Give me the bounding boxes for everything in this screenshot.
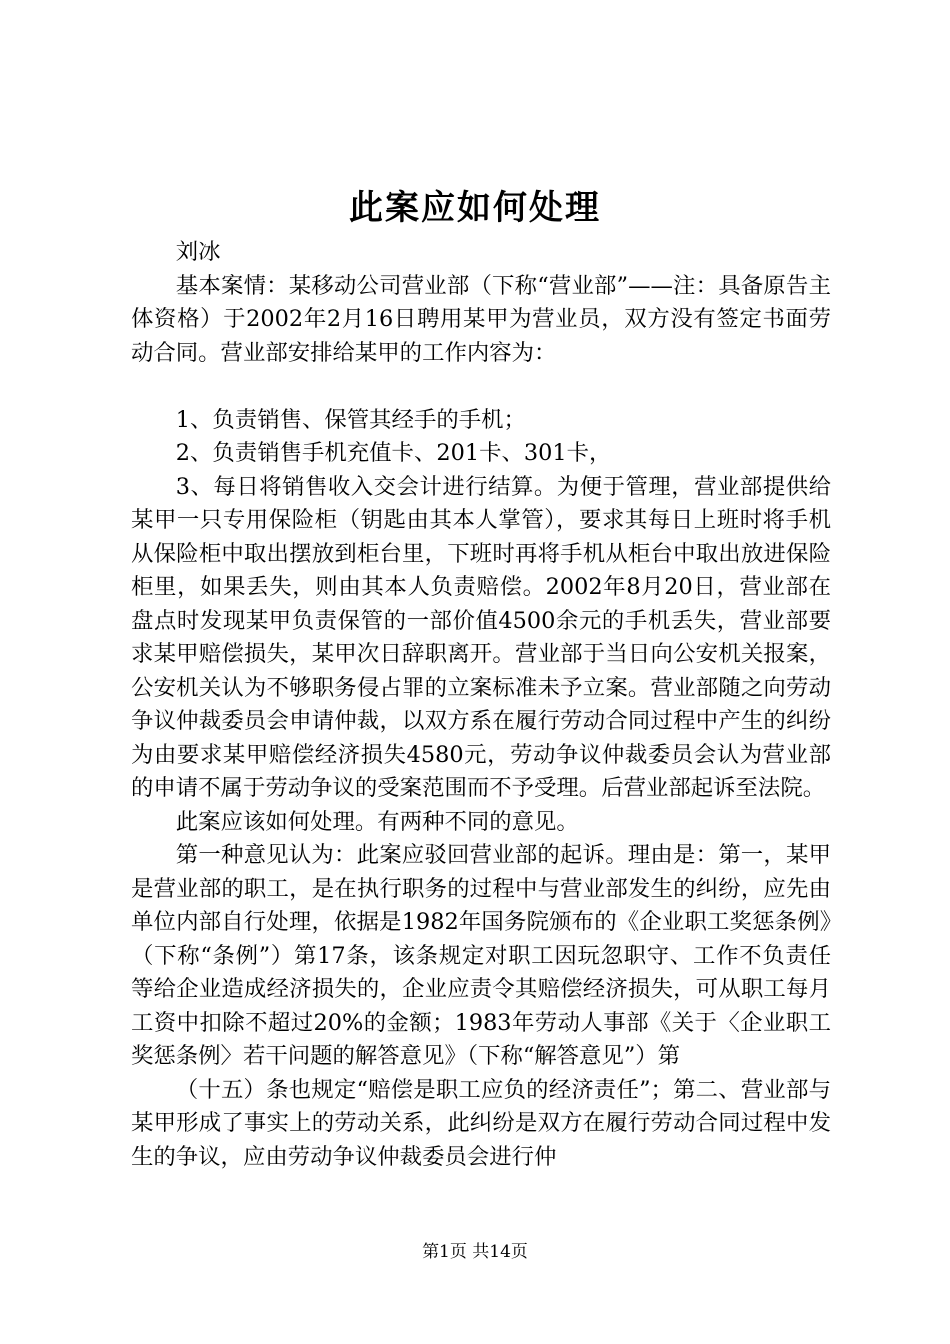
paragraph-duty-3: 3、每日将销售收入交会计进行结算。为便于管理，营业部提供给某甲一只专用保险柜（钥匙由其本人掌管），要求其每日上班时将手机从保险柜中取出摆放到柜台里，下班时再将手机从柜台中取出放进保险柜里，如果丢失，则由其本人负责赔偿。2002年8月20日，营业部在盘点时发现某甲负责保管的一部价值4500余元的手机丢失，营业部要求某甲赔偿损失，某甲次日辞职离开。营业部于当日向公安机关报案，公安机关认为不够职务侵占罪的立案标准未予立案。营业部随之向劳动争议仲裁委员会申请仲裁，以双方系在履行劳动合同过程中产生的纠纷为由要求某甲赔偿经济损失4580元，劳动争议仲裁委员会认为营业部的申请不属于劳动争议的受案范围而不予受理。后营业部起诉至法院。 [131, 473, 831, 801]
paragraph-duty-2: 2、负责销售手机充值卡、201卡、301卡， [175, 440, 612, 466]
document-body [131, 236, 831, 1174]
paragraph-opinion-1-cont: （十五）条也规定“赔偿是职工应负的经济责任”；第二、营业部与某甲形成了事实上的劳动关系，此纠纷是双方在履行劳动合同过程中发生的争议，应由劳动争议仲裁委员会进行仲 [131, 1076, 831, 1170]
paragraph-question: 此案应该如何处理。有两种不同的意见。 [175, 808, 579, 835]
page-number: 第1页 共14页 [422, 1242, 528, 1262]
page-title: 此案应如何处理 [349, 188, 601, 228]
author-line: 刘冰 [175, 239, 221, 265]
paragraph-case-facts: 基本案情：某移动公司营业部（下称“营业部”——注：具备原告主体资格）于2002年2月16日聘用某甲为营业员，双方没有签定书面劳动合同。营业部安排给某甲的工作内容为： [131, 272, 831, 366]
paragraph-opinion-1: 第一种意见认为：此案应驳回营业部的起诉。理由是：第一，某甲是营业部的职工，是在执行职务的过程中与营业部发生的纠纷，应先由单位内部自行处理，依据是1982年国务院颁布的《企业职工奖惩条例》（下称“条例”）第17条，该条规定对职工因玩忽职守、工作不负责任等给企业造成经济损失的，企业应责令其赔偿经济损失，可从职工每月工资中扣除不超过20%的金额；1983年劳动人事部《关于〈企业职工奖惩条例〉若干问题的解答意见》（下称“解答意见”）第 [131, 842, 831, 1069]
paragraph-duty-1: 1、负责销售、保管其经手的手机； [175, 406, 526, 433]
